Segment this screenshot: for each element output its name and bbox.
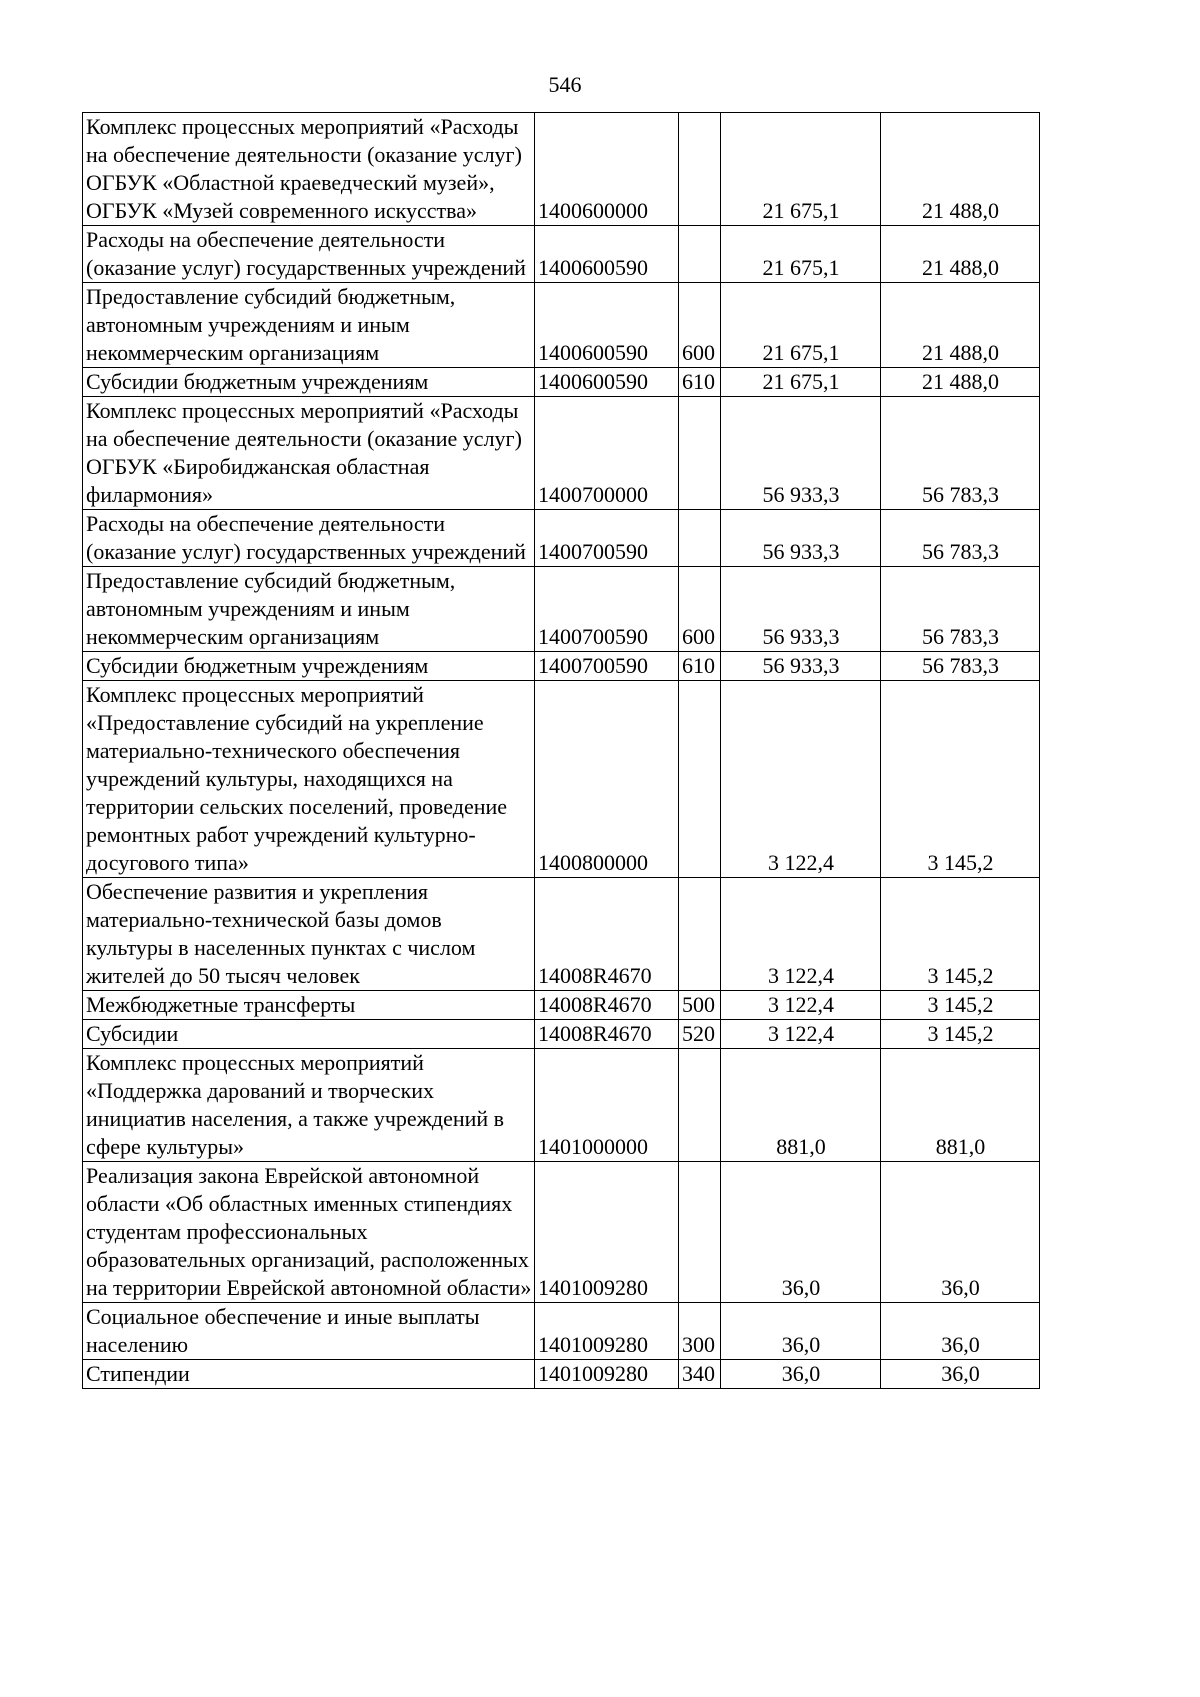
amount-year-1: 3 122,4 [721,991,881,1020]
item-name: Расходы на обеспечение деятельности (оказание услуг) государственных учреждений [83,510,535,567]
amount-year-1: 56 933,3 [721,510,881,567]
amount-year-2: 3 145,2 [881,681,1040,878]
amount-year-1: 21 675,1 [721,113,881,226]
table-row [83,226,1040,283]
table-row [83,991,1040,1020]
amount-year-1: 56 933,3 [721,397,881,510]
table-row [83,397,1040,510]
amount-year-2: 881,0 [881,1049,1040,1162]
expense-type [679,226,721,283]
amount-year-2: 56 783,3 [881,510,1040,567]
amount-year-1: 56 933,3 [721,567,881,652]
target-code: 1400600590 [535,283,679,368]
expense-type [679,681,721,878]
target-code: 1400700590 [535,652,679,681]
item-name: Обеспечение развития и укрепления материально-технической базы домов культуры в населенных пунктах с числом жителей до 50 тысяч человек [83,878,535,991]
item-name: Комплекс процессных мероприятий «Поддержка дарований и творческих инициатив населения, а также учреждений в сфере культуры» [83,1049,535,1162]
item-name: Межбюджетные трансферты [83,991,535,1020]
table-row [83,113,1040,226]
target-code: 14008R4670 [535,991,679,1020]
table-row [83,652,1040,681]
item-name: Расходы на обеспечение деятельности (оказание услуг) государственных учреждений [83,226,535,283]
expense-type: 610 [679,368,721,397]
amount-year-1: 3 122,4 [721,681,881,878]
amount-year-2: 21 488,0 [881,113,1040,226]
amount-year-2: 3 145,2 [881,878,1040,991]
item-name: Комплекс процессных мероприятий «Предоставление субсидий на укрепление материально-технического обеспечения учреждений культуры, находящихся на территории сельских поселений, проведение ремонтных работ учреждений культурно-досугового типа» [83,681,535,878]
target-code: 1401009280 [535,1162,679,1303]
target-code: 1400700590 [535,510,679,567]
item-name: Субсидии бюджетным учреждениям [83,368,535,397]
expense-type [679,878,721,991]
amount-year-1: 21 675,1 [721,283,881,368]
target-code: 1400600590 [535,226,679,283]
amount-year-2: 36,0 [881,1360,1040,1389]
item-name: Реализация закона Еврейской автономной области «Об областных именных стипендиях студентам профессиональных образовательных организаций, расположенных на территории Еврейской автономной области» [83,1162,535,1303]
table-row [83,567,1040,652]
item-name: Комплекс процессных мероприятий «Расходы на обеспечение деятельности (оказание услуг) ОГБУК «Биробиджанская областная филармония» [83,397,535,510]
expense-type: 340 [679,1360,721,1389]
amount-year-2: 56 783,3 [881,397,1040,510]
table-row [83,1049,1040,1162]
page-number: 546 [548,72,582,97]
amount-year-2: 56 783,3 [881,652,1040,681]
amount-year-2: 21 488,0 [881,283,1040,368]
expense-type: 600 [679,283,721,368]
item-name: Социальное обеспечение и иные выплаты населению [83,1303,535,1360]
table-row [83,878,1040,991]
amount-year-2: 21 488,0 [881,368,1040,397]
table-row [83,1162,1040,1303]
amount-year-1: 36,0 [721,1303,881,1360]
amount-year-2: 3 145,2 [881,1020,1040,1049]
target-code: 1401009280 [535,1303,679,1360]
table-row [83,681,1040,878]
amount-year-1: 56 933,3 [721,652,881,681]
amount-year-1: 3 122,4 [721,878,881,991]
target-code: 1400700590 [535,567,679,652]
amount-year-1: 36,0 [721,1162,881,1303]
amount-year-1: 3 122,4 [721,1020,881,1049]
amount-year-2: 36,0 [881,1162,1040,1303]
target-code: 14008R4670 [535,1020,679,1049]
item-name: Предоставление субсидий бюджетным, автономным учреждениям и иным некоммерческим организациям [83,567,535,652]
item-name: Комплекс процессных мероприятий «Расходы на обеспечение деятельности (оказание услуг) ОГБУК «Областной краеведческий музей», ОГБУК «Музей современного искусства» [83,113,535,226]
amount-year-2: 21 488,0 [881,226,1040,283]
item-name: Субсидии бюджетным учреждениям [83,652,535,681]
target-code: 1400600000 [535,113,679,226]
target-code: 1400700000 [535,397,679,510]
table-row [83,283,1040,368]
amount-year-1: 36,0 [721,1360,881,1389]
table-row [83,368,1040,397]
table-row [83,510,1040,567]
expense-type [679,1049,721,1162]
table-row [83,1360,1040,1389]
budget-table [82,112,1040,1389]
expense-type [679,1162,721,1303]
expense-type: 610 [679,652,721,681]
amount-year-2: 3 145,2 [881,991,1040,1020]
expense-type [679,397,721,510]
expense-type: 500 [679,991,721,1020]
amount-year-1: 21 675,1 [721,226,881,283]
amount-year-1: 881,0 [721,1049,881,1162]
expense-type: 300 [679,1303,721,1360]
target-code: 1400800000 [535,681,679,878]
expense-type: 520 [679,1020,721,1049]
amount-year-2: 56 783,3 [881,567,1040,652]
item-name: Предоставление субсидий бюджетным, автономным учреждениям и иным некоммерческим организациям [83,283,535,368]
table-row [83,1303,1040,1360]
target-code: 14008R4670 [535,878,679,991]
expense-type [679,113,721,226]
target-code: 1401009280 [535,1360,679,1389]
item-name: Субсидии [83,1020,535,1049]
table-row [83,1020,1040,1049]
expense-type [679,510,721,567]
amount-year-1: 21 675,1 [721,368,881,397]
expense-type: 600 [679,567,721,652]
item-name: Стипендии [83,1360,535,1389]
amount-year-2: 36,0 [881,1303,1040,1360]
target-code: 1401000000 [535,1049,679,1162]
target-code: 1400600590 [535,368,679,397]
